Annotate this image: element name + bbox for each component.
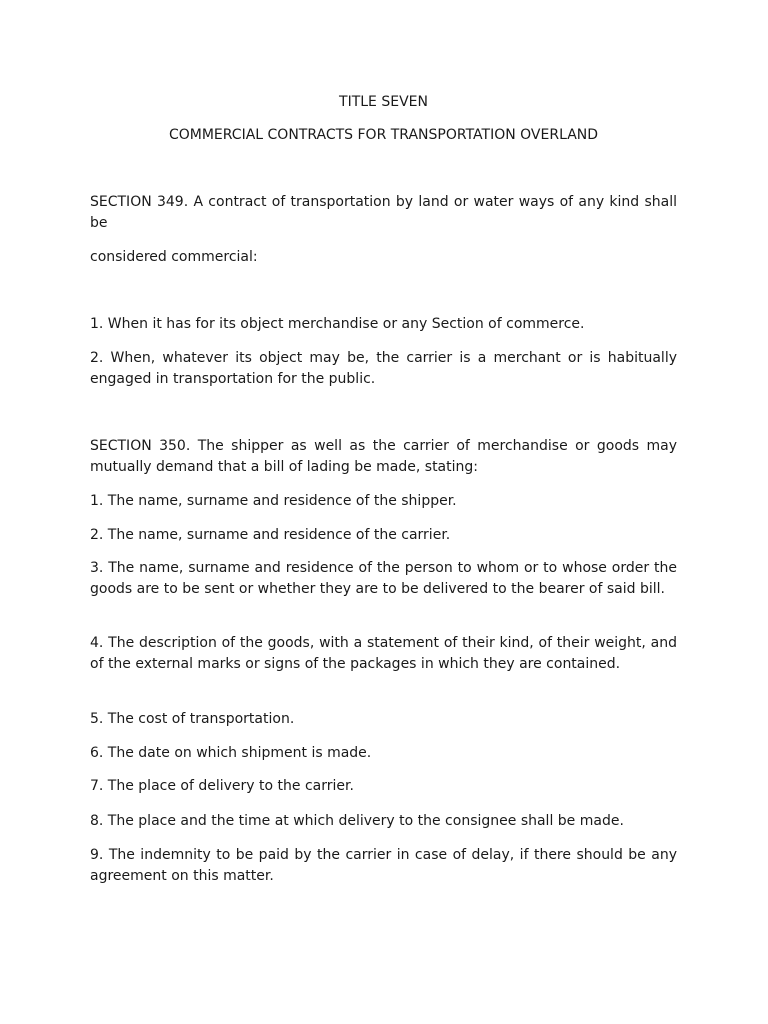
section-350-intro: SECTION 350. The shipper as well as the carrier of merchandise or goods may mutually demand that a bill of lading be made, stating: — [90, 438, 677, 475]
document-subtitle: COMMERCIAL CONTRACTS FOR TRANSPORTATION OVERLAND — [168, 127, 599, 143]
section-350-item: 6. The date on which shipment is made. — [90, 745, 372, 761]
section-350-item: 2. The name, surname and residence of the carrier. — [90, 527, 451, 543]
section-349-item: 2. When, whatever its object may be, the carrier is a merchant or is habitually engaged in transportation for the public. — [90, 350, 677, 387]
section-350-item: 3. The name, surname and residence of the person to whom or to whose order the goods are to be sent or whether they are to be delivered to the bearer of said bill. — [90, 560, 677, 597]
document-title: TITLE SEVEN — [339, 94, 428, 110]
section-349-intro: SECTION 349. A contract of transportation by land or water ways of any kind shall be — [90, 194, 677, 231]
section-349-intro-continued: considered commercial: — [90, 249, 258, 265]
section-350-item: 8. The place and the time at which delivery to the consignee shall be made. — [90, 813, 624, 829]
section-350-item: 5. The cost of transportation. — [90, 711, 295, 727]
section-350-item: 4. The description of the goods, with a statement of their kind, of their weight, and of the external marks or signs of the packages in which they are contained. — [90, 635, 677, 672]
section-350-item: 9. The indemnity to be paid by the carrier in case of delay, if there should be any agreement on this matter. — [90, 847, 677, 884]
section-349-item: 1. When it has for its object merchandise or any Section of commerce. — [90, 316, 585, 332]
section-350-item: 1. The name, surname and residence of the shipper. — [90, 493, 457, 509]
section-350-item: 7. The place of delivery to the carrier. — [90, 778, 354, 794]
